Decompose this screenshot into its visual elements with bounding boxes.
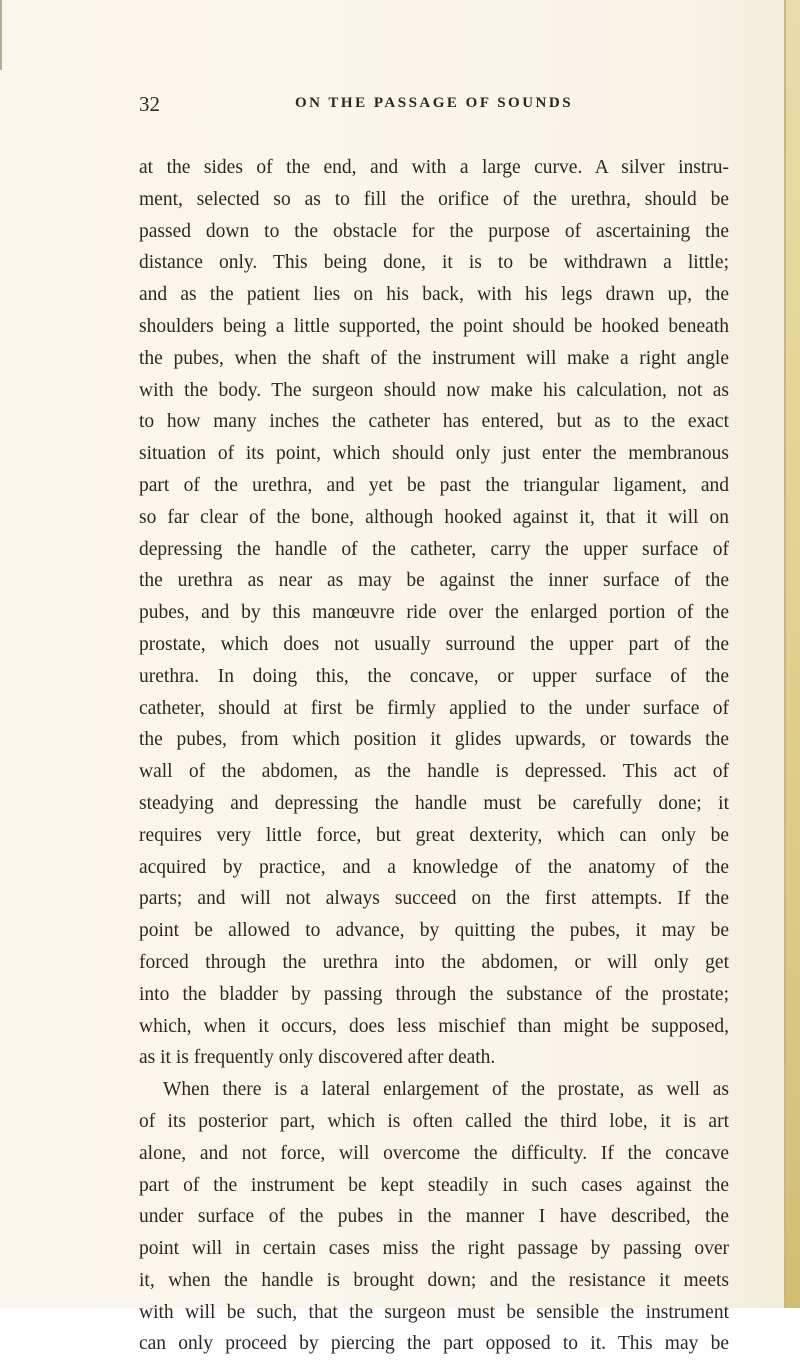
text-line: point will in certain cases miss the right passage by passing over [139, 1238, 729, 1260]
text-line: When there is a lateral enlargement of the prostate, as well as [163, 1079, 729, 1101]
text-line: shoulders being a little supported, the point should be hooked beneath [139, 315, 729, 337]
text-line: part of the instrument be kept steadily in such cases against the [139, 1174, 729, 1196]
text-line: pubes, and by this manœuvre ride over the enlarged portion of the [139, 602, 729, 624]
page-number: 32 [139, 92, 160, 116]
text-line: parts; and will not always succeed on the first attempts. If the [139, 888, 729, 910]
body-text [139, 152, 729, 1360]
text-line: steadying and depressing the handle must be carefully done; it [139, 792, 729, 814]
text-line: depressing the handle of the catheter, carry the upper surface of [139, 538, 729, 560]
text-line: into the bladder by passing through the substance of the prostate; [139, 983, 729, 1005]
text-line: at the sides of the end, and with a large curve. A silver instru- [139, 157, 729, 178]
running-title: ON THE PASSAGE OF SOUNDS [294, 95, 574, 111]
text-line: forced through the urethra into the abdomen, or will only get [139, 951, 729, 973]
text-line: point be allowed to advance, by quitting the pubes, it may be [139, 920, 729, 942]
text-line: alone, and not force, will overcome the difficulty. If the concave [139, 1142, 729, 1164]
page-header [139, 92, 729, 116]
text-line: prostate, which does not usually surround the upper part of the [139, 633, 729, 655]
text-line: so far clear of the bone, although hooked against it, that it will on [139, 506, 729, 528]
text-line: can only proceed by piercing the part opposed to it. This may be [139, 1333, 729, 1355]
text-line: part of the urethra, and yet be past the triangular ligament, and [139, 474, 729, 496]
text-line: the pubes, from which position it glides upwards, or towards the [139, 729, 729, 751]
text-line: urethra. In doing this, the concave, or upper surface of the [139, 665, 729, 687]
text-line: with the body. The surgeon should now make his calculation, not as [139, 379, 729, 401]
text-line: acquired by practice, and a knowledge of the anatomy of the [139, 856, 729, 878]
page-edge-mark [0, 0, 2, 70]
text-line: ment, selected so as to fill the orifice of the urethra, should be [139, 188, 729, 210]
text-line: and as the patient lies on his back, with his legs drawn up, the [139, 284, 729, 306]
text-line: distance only. This being done, it is to be withdrawn a little; [139, 252, 729, 274]
text-line: which, when it occurs, does less mischief than might be supposed, [139, 1015, 729, 1037]
text-line: it, when the handle is brought down; and the resistance it meets [139, 1269, 729, 1291]
text-line: as it is frequently only discovered after death. [139, 1047, 496, 1069]
text-line: of its posterior part, which is often called the third lobe, it is art [139, 1110, 729, 1132]
text-line: to how many inches the catheter has entered, but as to the exact [139, 411, 729, 433]
page-edge-binding [786, 0, 800, 1308]
text-line: under surface of the pubes in the manner I have described, the [139, 1206, 729, 1228]
text-line: requires very little force, but great dexterity, which can only be [139, 824, 729, 846]
text-line: passed down to the obstacle for the purpose of ascertaining the [139, 220, 729, 242]
text-line: the pubes, when the shaft of the instrument will make a right angle [139, 347, 729, 369]
text-line: wall of the abdomen, as the handle is depressed. This act of [139, 761, 729, 783]
text-line: situation of its point, which should only just enter the membranous [139, 443, 729, 465]
text-line: catheter, should at first be firmly applied to the under surface of [139, 697, 729, 719]
text-line: with will be such, that the surgeon must be sensible the instrument [139, 1301, 729, 1323]
text-line: the urethra as near as may be against the inner surface of the [139, 570, 729, 592]
